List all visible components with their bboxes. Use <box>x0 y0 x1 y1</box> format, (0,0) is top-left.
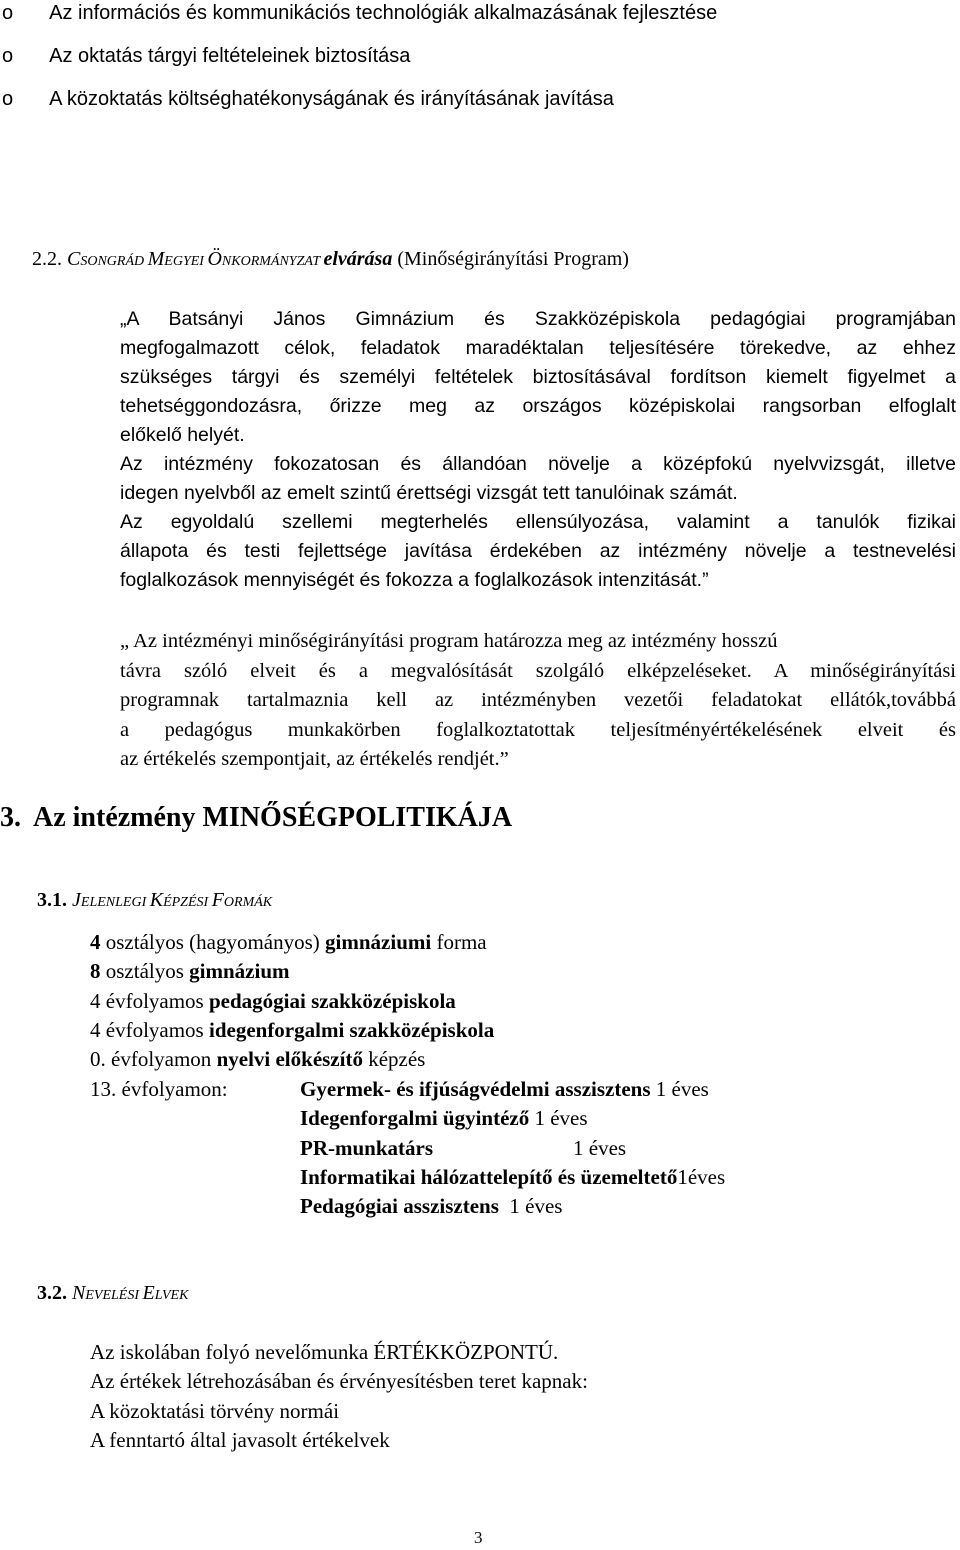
heading-initial: K <box>149 889 164 911</box>
heading-smallcaps: ELENLEGI <box>80 895 150 910</box>
heading-smallcaps: LVEK <box>154 1288 189 1303</box>
bullet-marker: o <box>2 88 14 110</box>
program-name: Idegenforgalmi ügyintéző <box>300 1106 530 1131</box>
form-type: gimnáziumi <box>325 930 432 954</box>
heading-smallcaps: ORMÁK <box>223 895 273 910</box>
form-text: 0. évfolyamon <box>90 1047 217 1072</box>
year13-label: 13. évfolyamon: <box>90 1077 228 1101</box>
form-type: idegenforgalmi szakközépiskola <box>208 1017 495 1042</box>
list-item <box>300 1134 725 1163</box>
list-item <box>300 1192 725 1221</box>
list-item <box>2 0 717 43</box>
section-number: 3.2. <box>37 1282 67 1304</box>
forms-list <box>90 928 494 1074</box>
heading-initial: C <box>67 248 81 270</box>
quote-line: „A Batsányi János Gimnázium és Szakközépiskola pedagógiai programjában <box>120 308 956 330</box>
quote-line: szükséges tárgyi és személyi feltételek biztosításával fordítson kiemelt figyelmet a <box>120 366 956 388</box>
values-list <box>90 1338 588 1455</box>
heading-suffix: (Minőségirányítási Program) <box>392 248 629 270</box>
page-number: 3 <box>474 1528 483 1547</box>
list-item: Az értékek létrehozásában és érvényesítésben teret kapnak: <box>90 1369 588 1394</box>
list-item <box>300 1075 725 1104</box>
list-item <box>90 1045 494 1074</box>
quote-line: az értékelés szempontjait, az értékelés rendjét.” <box>120 748 509 770</box>
quote-line: Az intézmény fokozatosan és állandóan növelje a középfokú nyelvvizsgát, illetve <box>120 453 956 475</box>
form-suffix: képzés <box>362 1047 426 1072</box>
list-item: A fenntartó által javasolt értékelvek <box>90 1427 390 1452</box>
heading-smallcaps: ÉPZÉSI <box>163 895 212 910</box>
program-duration: 1 éves <box>529 1106 588 1131</box>
quote-line: foglalkozások mennyiségét és fokozza a foglalkozások intenzitását.” <box>120 569 709 591</box>
quote-line: tehetséggondozásra, őrizze meg az országos középiskolai rangsorban elfoglalt <box>120 395 956 417</box>
year13-list <box>300 1075 725 1221</box>
quote-line: a pedagógus munkakörben foglalkoztatottak teljesítményértékelésének elveit és <box>120 718 956 741</box>
form-type: pedagógiai szakközépiskola <box>208 988 456 1013</box>
quote-line: idegen nyelvből az emelt szintű érettségi vizsgát tett tanulóinak számát. <box>120 482 738 504</box>
list-item <box>90 1016 494 1045</box>
section-3-heading <box>0 801 512 835</box>
heading-smallcaps: NKORMÁNYZAT <box>221 254 324 269</box>
section-3-2-heading <box>37 1280 188 1309</box>
list-item <box>2 43 717 86</box>
form-text: 4 évfolyamos <box>90 988 209 1013</box>
quote-line: programnak tartalmaznia kell az intézményben vezetői feladatokat ellátók,továbbá <box>120 689 956 711</box>
list-item <box>90 928 494 957</box>
list-item <box>90 957 494 986</box>
quote-line: távra szóló elveit és a megvalósítását szolgáló elképzeléseket. A minőségirányítási <box>120 659 956 682</box>
form-type: nyelvi előkészítő <box>216 1047 363 1072</box>
quote-block-2 <box>120 627 956 775</box>
heading-smallcaps: SONGRÁD <box>80 254 148 269</box>
form-count: 4 <box>90 930 101 954</box>
program-name: Gyermek- és ifjúságvédelmi asszisztens <box>300 1077 651 1101</box>
list-item <box>90 987 494 1016</box>
program-duration: 1 éves <box>498 1194 563 1219</box>
quote-line: előkelő helyét. <box>120 424 245 446</box>
heading-initial: E <box>142 1282 155 1304</box>
heading-smallcaps: EGYEI <box>164 254 208 269</box>
quote-line: állapota és testi fejlettsége javítása érdekében az intézmény növelje a testnevelési <box>120 540 956 562</box>
section-title: Az intézmény MINŐSÉGPOLITIKÁJA <box>33 802 513 833</box>
bullet-list <box>2 0 717 129</box>
form-text: osztályos (hagyományos) <box>100 930 326 954</box>
program-name: PR-munkatárs <box>300 1135 434 1160</box>
quote-line: „ Az intézményi minőségirányítási program határozza meg az intézmény hosszú <box>120 630 778 652</box>
heading-bold: elvárása <box>323 248 393 270</box>
quote-line: Az egyoldalú szellemi megterhelés ellensúlyozása, valamint a tanulók fizikai <box>120 511 956 533</box>
list-item <box>300 1163 725 1192</box>
section-number: 3.1. <box>37 889 67 911</box>
quote-block <box>120 305 956 595</box>
bullet-text: A közoktatás költséghatékonyságának és irányításának javítása <box>49 88 614 110</box>
list-item: Az iskolában folyó nevelőmunka ÉRTÉKKÖZPONTÚ. <box>90 1340 559 1364</box>
program-duration: 1 éves <box>573 1135 627 1160</box>
bullet-marker: o <box>2 2 14 24</box>
bullet-marker: o <box>2 45 14 67</box>
bullet-text: Az információs és kommunikációs technológiák alkalmazásának fejlesztése <box>49 2 718 24</box>
program-duration: 1 éves <box>650 1077 709 1101</box>
program-duration: 1éves <box>677 1164 726 1189</box>
heading-initial: N <box>72 1282 86 1304</box>
section-2-2-heading <box>32 246 629 275</box>
form-text: 4 évfolyamos <box>90 1017 209 1042</box>
program-name: Informatikai hálózattelepítő és üzemeltető <box>300 1164 678 1189</box>
heading-initial: F <box>211 889 224 911</box>
form-suffix: forma <box>431 930 487 954</box>
heading-smallcaps: EVELÉSI <box>85 1288 143 1303</box>
list-item: A közoktatási törvény normái <box>90 1398 340 1423</box>
list-item <box>300 1104 725 1133</box>
form-type: gimnázium <box>189 959 290 984</box>
form-text: osztályos <box>100 959 190 984</box>
quote-line: megfogalmazott célok, feladatok maradéktalan teljesítésére törekedve, az ehhez <box>120 337 956 359</box>
heading-initial: J <box>72 889 81 911</box>
program-name: Pedagógiai asszisztens <box>300 1194 499 1219</box>
section-number: 2.2. <box>32 248 62 270</box>
list-item <box>2 86 717 129</box>
form-count: 8 <box>90 959 101 984</box>
bullet-text: Az oktatás tárgyi feltételeinek biztosítása <box>49 45 411 67</box>
section-3-1-heading <box>37 887 272 916</box>
heading-initial: M <box>147 248 165 270</box>
heading-initial: Ö <box>207 248 222 270</box>
section-number: 3. <box>0 802 21 833</box>
